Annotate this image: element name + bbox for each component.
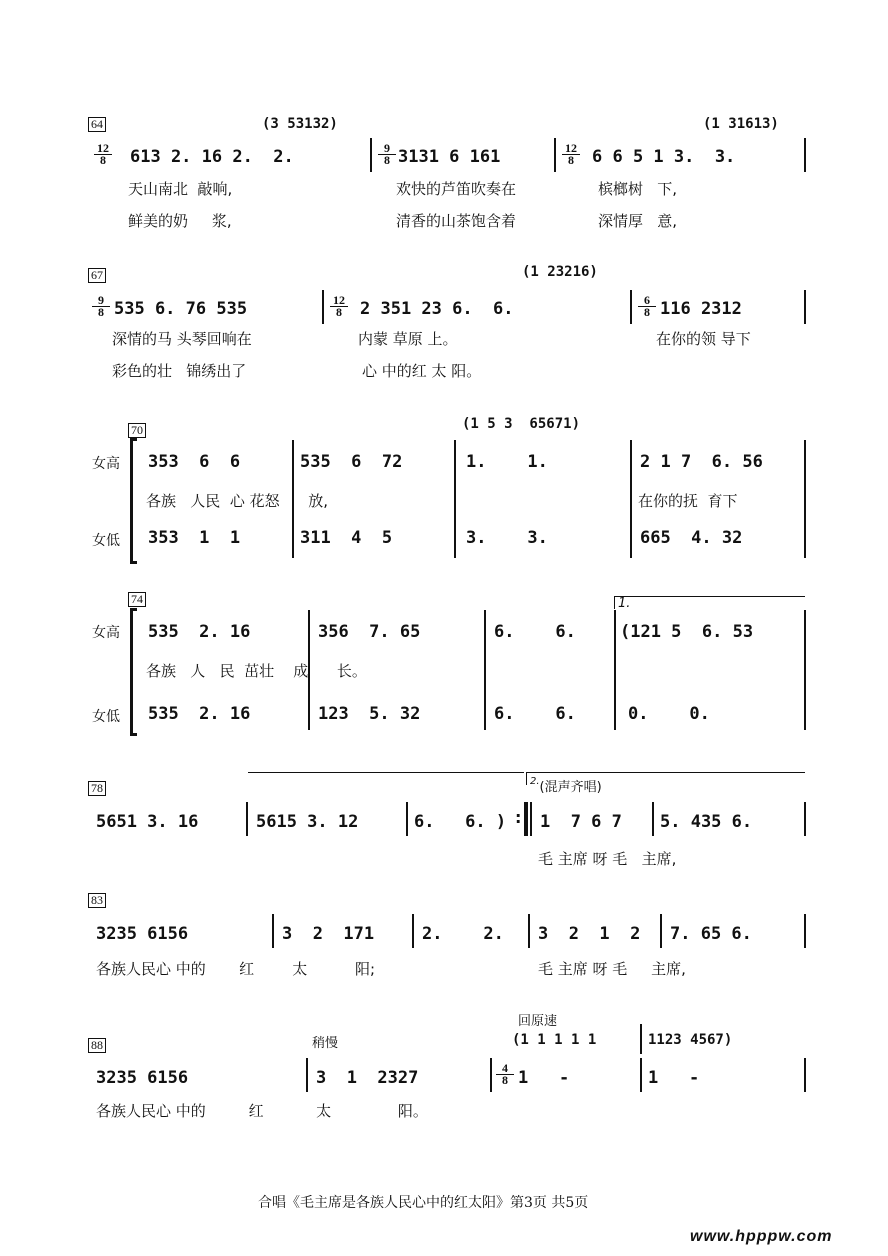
barline bbox=[306, 1058, 308, 1092]
volta-bracket bbox=[614, 596, 805, 609]
notes-measure: 535 6 72 bbox=[300, 452, 403, 472]
lyrics-line: 各族 人民 心 花怒 放, bbox=[146, 492, 328, 510]
barline bbox=[484, 610, 486, 730]
notes-measure: 3235 6156 bbox=[96, 924, 189, 944]
barline bbox=[614, 610, 616, 730]
lyrics-line: 在你的抚 育下 bbox=[638, 492, 738, 510]
barline bbox=[630, 290, 632, 324]
lyrics-line: 深情的马 头琴回响在 bbox=[112, 330, 252, 348]
barline bbox=[652, 802, 654, 836]
lyrics-line: 各族 人 民 茁壮 成 长。 bbox=[146, 662, 367, 680]
lyrics-line: 鲜美的奶 浆, bbox=[128, 212, 232, 230]
barline bbox=[804, 1058, 806, 1092]
notes-measure: 6. 6. ) bbox=[414, 812, 507, 832]
time-signature: $\frac{6}{8}$ bbox=[638, 295, 656, 318]
barline bbox=[640, 1058, 642, 1092]
notes-measure: 2 351 23 6. 6. bbox=[360, 299, 514, 319]
notes-measure: 613 2. 16 2. 2. bbox=[130, 147, 294, 167]
barline bbox=[524, 802, 528, 836]
bar-number: 78 bbox=[88, 781, 106, 796]
lyrics-line: 心 中的红 太 阳。 bbox=[362, 362, 482, 380]
lyrics-line: 清香的山茶饱含着 bbox=[396, 212, 517, 230]
barline bbox=[322, 290, 324, 324]
barline bbox=[528, 914, 530, 948]
notes-measure: 5651 3. 16 bbox=[96, 812, 199, 832]
barline bbox=[370, 138, 372, 172]
notes-measure: 535 6. 76 535 bbox=[114, 299, 248, 319]
notes-measure: 353 6 6 bbox=[148, 452, 241, 472]
notes-measure: 1 7 6 7 bbox=[540, 812, 622, 832]
time-signature: $\frac{12}{8}$ bbox=[330, 295, 348, 318]
notes-measure: 6 6 5 1 3. 3. bbox=[592, 147, 736, 167]
lyrics-line: 槟榔树 下, bbox=[598, 180, 678, 198]
lyrics-line: 毛 主席 呀 毛 主席, bbox=[538, 960, 686, 978]
barline bbox=[530, 802, 532, 836]
notes-measure: 5615 3. 12 bbox=[256, 812, 359, 832]
volta-line bbox=[248, 772, 524, 773]
part-label: 女低 bbox=[92, 709, 120, 725]
barline bbox=[272, 914, 274, 948]
part-label: 女高 bbox=[92, 625, 120, 641]
time-signature: $\frac{4}{8}$ bbox=[496, 1063, 514, 1086]
barline bbox=[804, 440, 806, 558]
intro-phrase: 1123 4567) bbox=[648, 1032, 733, 1048]
notes-measure: 353 1 1 bbox=[148, 528, 241, 548]
notes-measure: 123 5. 32 bbox=[318, 704, 421, 724]
lyrics-line: 深情厚 意, bbox=[598, 212, 678, 230]
barline bbox=[660, 914, 662, 948]
page-footer: 合唱《毛主席是各族人民心中的红太阳》第3页 共5页 bbox=[258, 1195, 589, 1211]
lyrics-line: 毛 主席 呀 毛 主席, bbox=[538, 850, 677, 868]
notes-measure: (121 5 6. 53 bbox=[620, 622, 754, 642]
time-signature: $\frac{12}{8}$ bbox=[94, 143, 112, 166]
part-label: 女低 bbox=[92, 533, 120, 549]
notes-measure: 116 2312 bbox=[660, 299, 742, 319]
notes-measure: 535 2. 16 bbox=[148, 622, 251, 642]
notes-measure: 665 4. 32 bbox=[640, 528, 743, 548]
notes-measure: 2. 2. bbox=[422, 924, 504, 944]
time-signature: $\frac{12}{8}$ bbox=[562, 143, 580, 166]
lyrics-line: 各族人民心 中的 红 太 阳; bbox=[96, 960, 376, 978]
bar-number: 88 bbox=[88, 1038, 106, 1053]
intro-phrase: (1 23216) bbox=[522, 264, 598, 280]
barline bbox=[804, 914, 806, 948]
volta-label: $^{2.}$(混声齐唱) bbox=[530, 776, 602, 795]
notes-measure: 3131 6 161 bbox=[398, 147, 501, 167]
notes-measure: 3 2 171 bbox=[282, 924, 375, 944]
notes-measure: 7. 65 6. bbox=[670, 924, 752, 944]
intro-phrase: (1 1 1 1 1 bbox=[512, 1032, 597, 1048]
barline bbox=[630, 440, 632, 558]
lyrics-line: 欢快的芦笛吹奏在 bbox=[396, 180, 517, 198]
barline bbox=[640, 1024, 642, 1054]
barline bbox=[804, 138, 806, 172]
staff-bracket bbox=[130, 438, 137, 564]
intro-phrase: (1 31613) bbox=[703, 116, 779, 132]
bar-number: 67 bbox=[88, 268, 106, 283]
bar-number: 70 bbox=[128, 423, 146, 438]
bar-number: 64 bbox=[88, 117, 106, 132]
notes-measure: 311 4 5 bbox=[300, 528, 393, 548]
barline bbox=[804, 802, 806, 836]
notes-measure: 356 7. 65 bbox=[318, 622, 421, 642]
barline bbox=[406, 802, 408, 836]
barline bbox=[804, 290, 806, 324]
intro-phrase: (3 53132) bbox=[262, 116, 338, 132]
barline bbox=[246, 802, 248, 836]
notes-measure: 3 2 1 2 bbox=[538, 924, 641, 944]
lyrics-line: 彩色的壮 锦绣出了 bbox=[112, 362, 247, 380]
intro-phrase: (1 5 3 65671) bbox=[462, 416, 581, 432]
tempo-marking: 稍慢 bbox=[312, 1036, 339, 1051]
notes-measure: 2 1 7 6. 56 bbox=[640, 452, 763, 472]
staff-bracket bbox=[130, 608, 137, 736]
notes-measure: 6. 6. bbox=[494, 622, 576, 642]
lyrics-line: 在你的领 导下 bbox=[656, 330, 751, 348]
watermark: www.hpppw.com bbox=[690, 1228, 833, 1245]
lyrics-line: 内蒙 草原 上。 bbox=[358, 330, 458, 348]
notes-measure: 535 2. 16 bbox=[148, 704, 251, 724]
notes-measure: 3. 3. bbox=[466, 528, 548, 548]
barline bbox=[804, 610, 806, 730]
repeat-dots: : bbox=[515, 808, 522, 827]
notes-measure: 3 1 2327 bbox=[316, 1068, 419, 1088]
bar-number: 74 bbox=[128, 592, 146, 607]
notes-measure: 1. 1. bbox=[466, 452, 548, 472]
barline bbox=[554, 138, 556, 172]
notes-measure: 1 - bbox=[648, 1068, 700, 1088]
lyrics-line: 各族人民心 中的 红 太 阳。 bbox=[96, 1102, 428, 1120]
time-signature: $\frac{9}{8}$ bbox=[378, 143, 396, 166]
part-label: 女高 bbox=[92, 456, 120, 472]
barline bbox=[490, 1058, 492, 1092]
barline bbox=[412, 914, 414, 948]
tempo-marking: 回原速 bbox=[518, 1014, 558, 1029]
lyrics-line: 天山南北 敲响, bbox=[128, 180, 233, 198]
notes-measure: 0. 0. bbox=[628, 704, 710, 724]
time-signature: $\frac{9}{8}$ bbox=[92, 295, 110, 318]
bar-number: 83 bbox=[88, 893, 106, 908]
barline bbox=[454, 440, 456, 558]
volta-label: 1. bbox=[618, 596, 631, 611]
notes-measure: 6. 6. bbox=[494, 704, 576, 724]
notes-measure: 5. 435 6. bbox=[660, 812, 753, 832]
notes-measure: 1 - bbox=[518, 1068, 570, 1088]
notes-measure: 3235 6156 bbox=[96, 1068, 189, 1088]
